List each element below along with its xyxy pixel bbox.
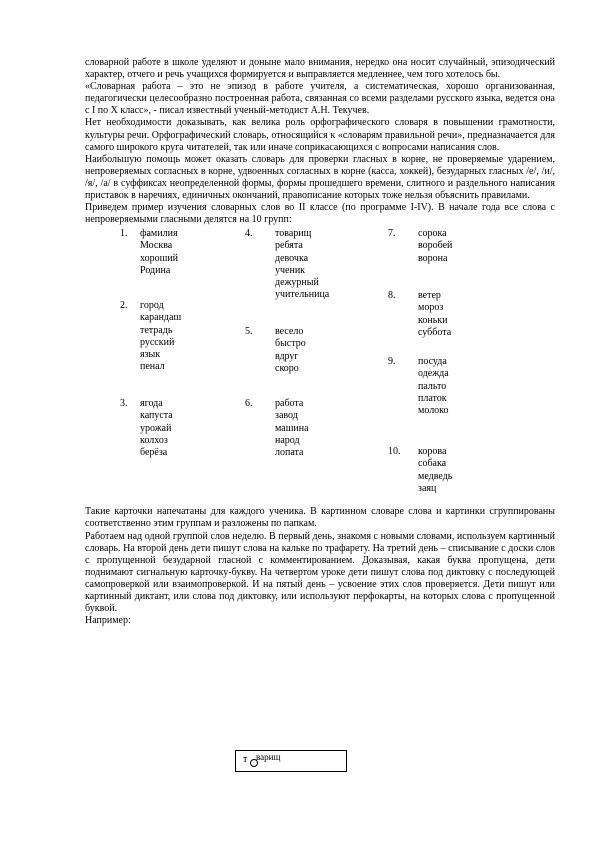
word: лопата (275, 446, 304, 458)
word: хороший (140, 252, 179, 264)
paragraph: «Словарная работа – это не эпизод в работе учителя, а систематическая, хорошо организованная, педагогически целесообразно построенная работа, связанная со всеми разделами русского языка, ведется она с I по X класс», - писал известный ученый-методист А.Н. Текучев. (85, 81, 555, 117)
word: скоро (275, 362, 299, 374)
word: суббота (418, 326, 452, 338)
word: завод (275, 410, 298, 422)
word: тетрадь (140, 324, 173, 336)
word: машина (275, 422, 309, 434)
word: посуда (418, 356, 447, 368)
word: урожай (140, 422, 172, 434)
word: язык (140, 348, 161, 360)
word: капуста (140, 410, 173, 422)
word: Родина (140, 264, 171, 276)
word: заяц (418, 482, 437, 494)
word: русский (140, 336, 175, 348)
document-page (85, 57, 555, 627)
group-number: 6. (245, 398, 253, 410)
word: собака (418, 458, 447, 470)
group-number: 2. (120, 300, 128, 312)
word: Москва (140, 240, 173, 252)
word: молоко (418, 404, 449, 416)
word: карандаш (140, 312, 182, 324)
word: работа (275, 398, 304, 410)
word: товарищ (275, 228, 312, 240)
word: медведь (418, 470, 453, 482)
word: ученик (275, 264, 306, 276)
group-number: 3. (120, 398, 128, 410)
word: колхоз (140, 434, 168, 446)
word: ветер (418, 290, 441, 302)
group-number: 7. (388, 228, 396, 240)
group-number: 8. (388, 290, 396, 302)
group-number: 5. (245, 326, 253, 338)
word: ворона (418, 252, 448, 264)
word: фамилия (140, 228, 178, 240)
word: корова (418, 446, 447, 458)
paragraph: Приведем пример изучения словарных слов во II классе (по программе I-IV). В начале года все слова с непроверяемыми гласными делятся на 10 групп: (85, 202, 555, 226)
word: весело (275, 326, 304, 338)
paragraph: Такие карточки напечатаны для каждого ученика. В картинном словаре слова и картинки сгруппированы соответственно этим группам и разложены по папкам. (85, 506, 555, 530)
word: одежда (418, 368, 449, 380)
paragraph: Работаем над одной группой слов неделю. В первый день, знакомя с новыми словами, используем картинный словарь. На второй день дети пишут слова на кальке по трафарету. На третий день – списывание с доски слов с пропущенной безударной гласной с комментированием. Доказывая, какая буква пропущена, дети поднимают сигнальную карточку-букву. На четвертом уроке дети пишут слова под диктовку с последующей самопроверкой или взаимопроверкой. И на пятый день – усвоение этих слов проверяется. Дети пишут или картинный диктант, или слова под диктовку, или используют перфокарты, на которых слова с пропущенной буквой. (85, 530, 555, 615)
paragraph: словарной работе в школе уделяют и доныне мало внимания, нередко она носит случайный, эпизодический характер, отчего и речь учащихся формируется и выправляется медленнее, чем того хотелось бы. (85, 57, 555, 81)
word: пальто (418, 380, 447, 392)
card-word-rest: варищ (256, 752, 281, 762)
example-card (235, 750, 347, 772)
group-number: 10. (388, 446, 401, 458)
word: дежурный (275, 276, 319, 288)
paragraph: Нет необходимости доказывать, как велика роль орфографического словаря в повышении грамотности, культуры речи. Орфографический словарь, относящийся к «словарям правильной речи», предназначается для самого широкого круга читателей, так или иначе соприкасающихся с вопросами написания слов. (85, 117, 555, 153)
word: быстро (275, 338, 306, 350)
group-number: 1. (120, 228, 128, 240)
word: платок (418, 392, 447, 404)
word: вдруг (275, 350, 299, 362)
word: девочка (275, 252, 309, 264)
word-groups (85, 228, 555, 504)
word: мороз (418, 302, 444, 314)
word: народ (275, 434, 300, 446)
word: ребята (275, 240, 303, 252)
word: берёза (140, 446, 168, 458)
group-number: 9. (388, 356, 396, 368)
word: учительница (275, 288, 330, 300)
word: воробей (418, 240, 453, 252)
word: коньки (418, 314, 448, 326)
card-first-letter: т (243, 754, 248, 765)
paragraph: Например: (85, 615, 131, 627)
word: ягода (140, 398, 163, 410)
word: город (140, 300, 164, 312)
word: пенал (140, 360, 165, 372)
word: сорока (418, 228, 447, 240)
group-number: 4. (245, 228, 253, 240)
paragraph: Наибольшую помощь может оказать словарь для проверки гласных в корне, не проверяемые ударением, непроверяемых согласных в корне, удвоенных согласных в корне (касса, хоккей), безударных гласных /е/, /и/, /я/, /а/ в суффиксах неопределенной формы, формы прошедшего времени, слитного и раздельного написания приставок в наречиях, единичных окончаний, правописание которых тоже нельзя объяснить правилами. (85, 153, 555, 202)
